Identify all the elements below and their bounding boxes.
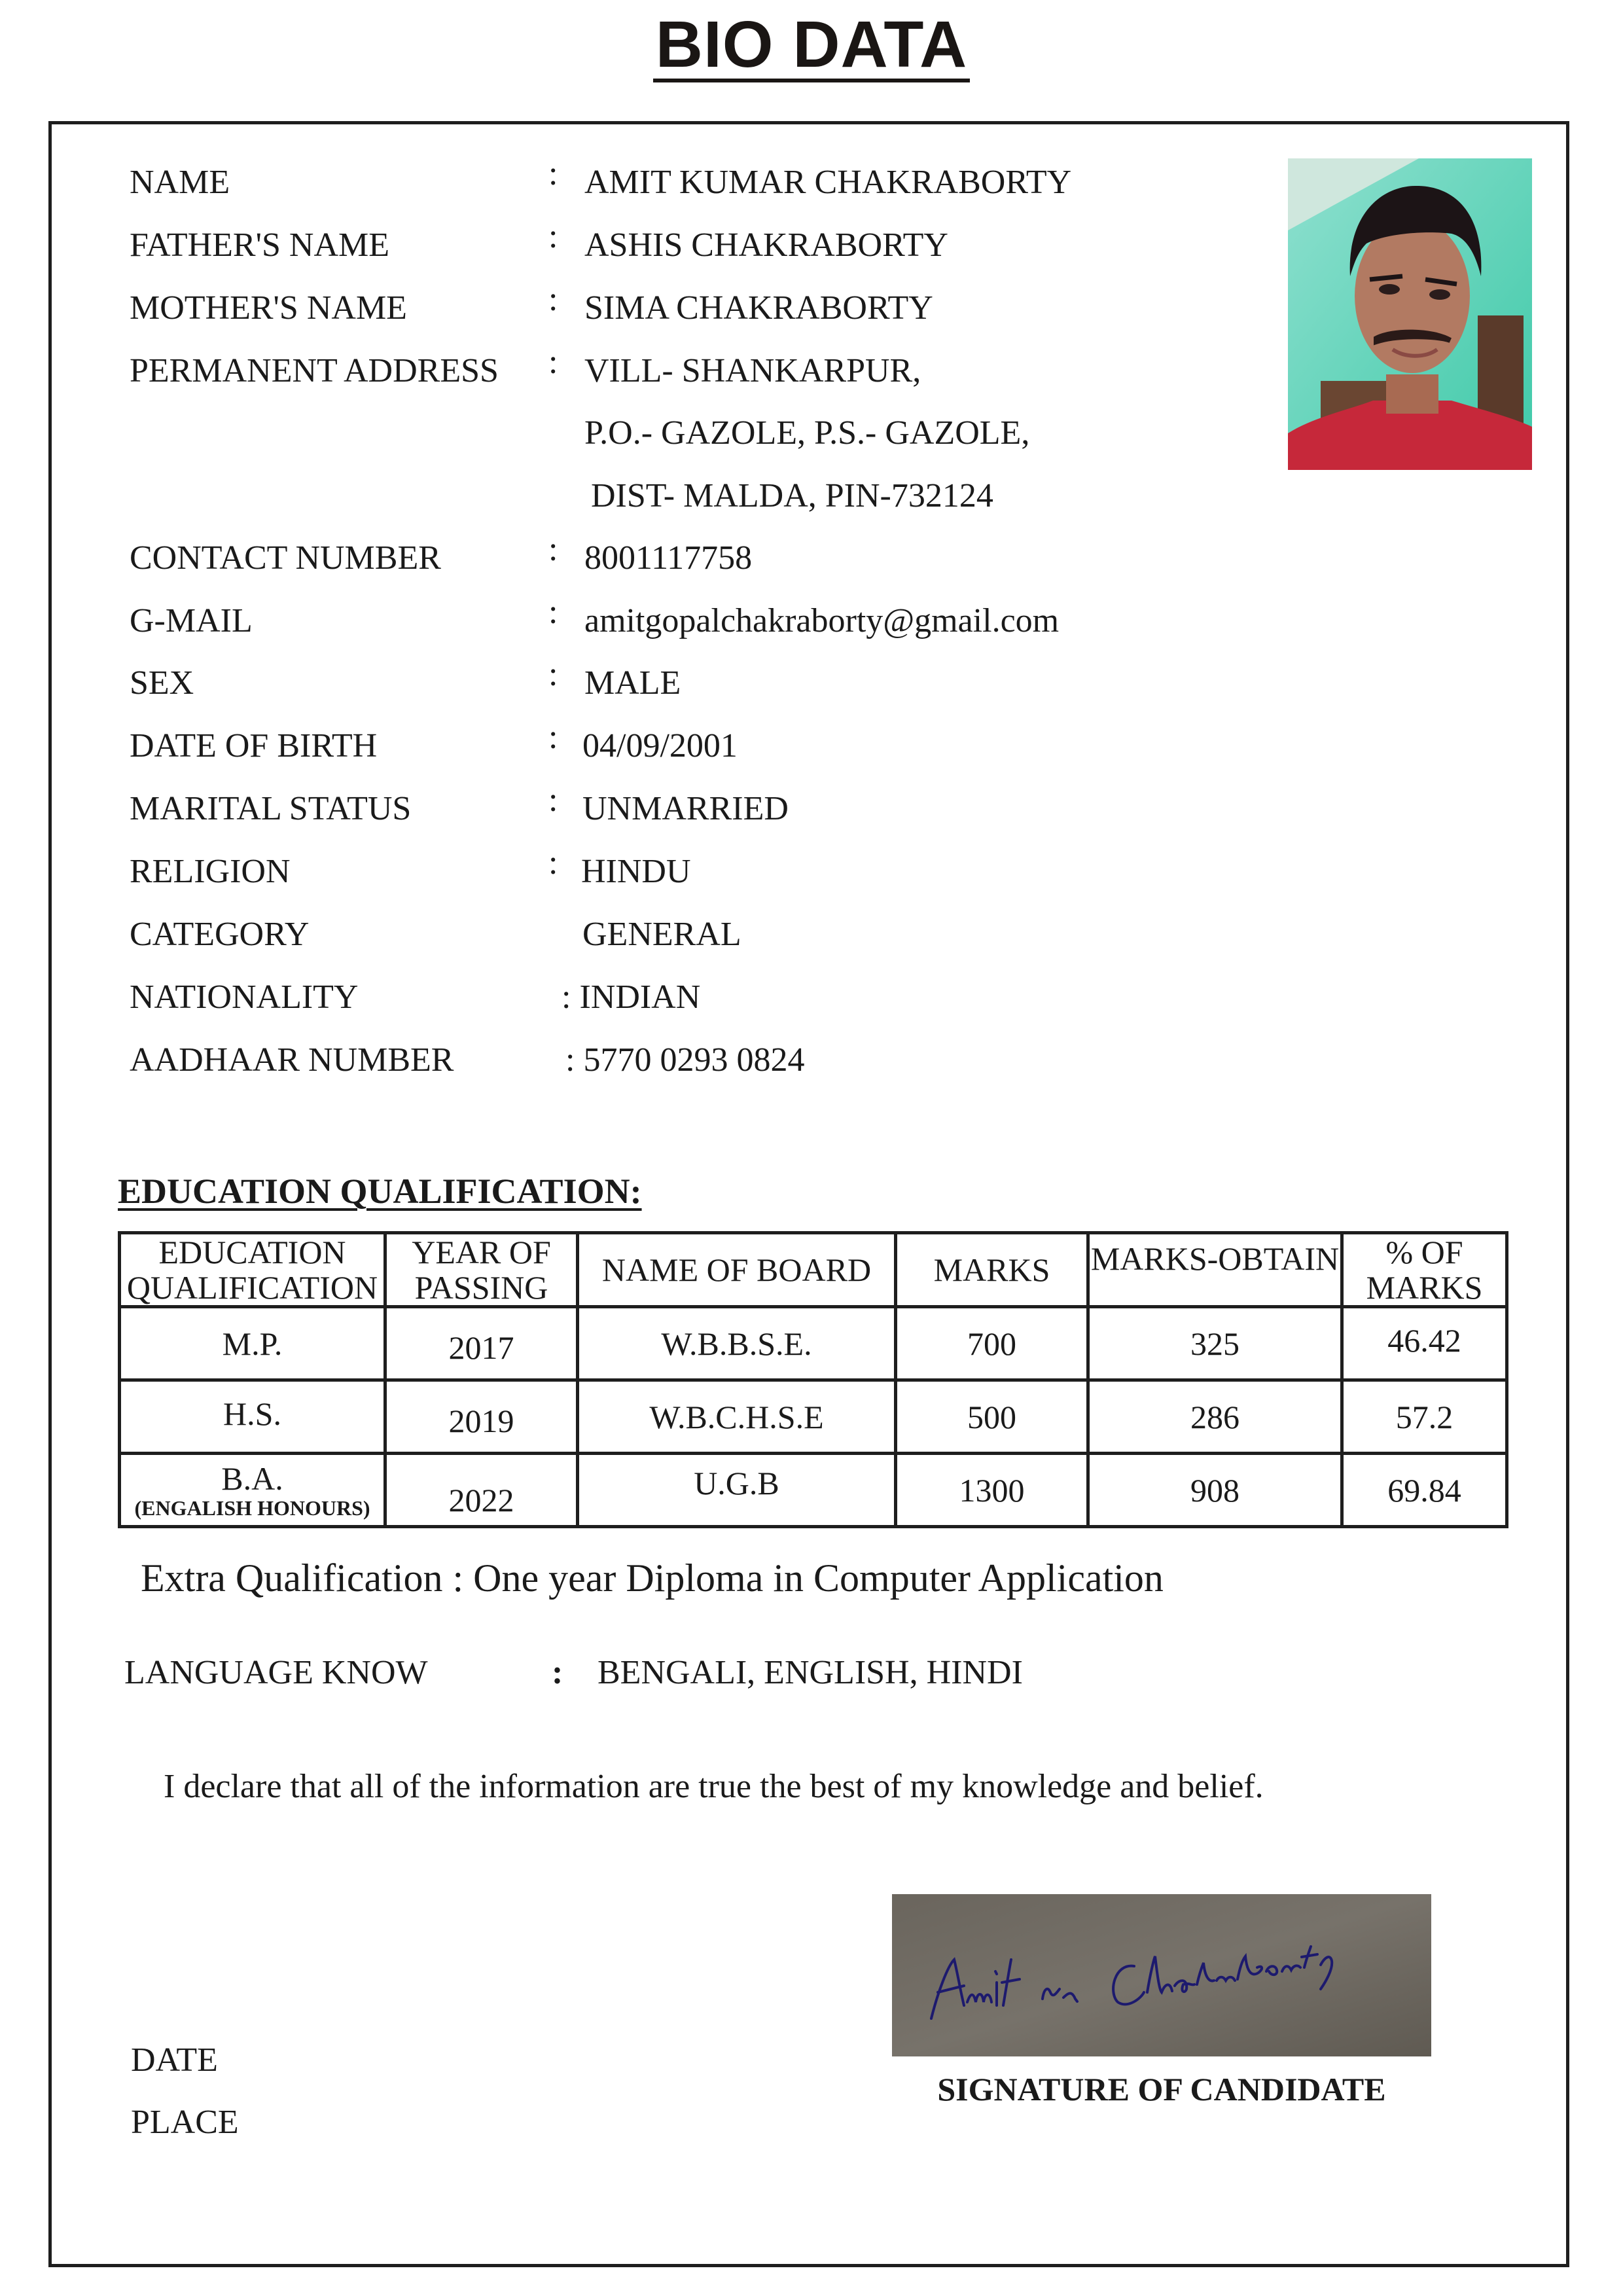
page-title-text: BIO DATA xyxy=(653,12,970,82)
table-row xyxy=(120,1307,1507,1380)
cell-board: W.B.B.S.E. xyxy=(578,1307,896,1380)
field-colon: : xyxy=(548,781,558,819)
field-label-dob: DATE OF BIRTH xyxy=(130,727,378,764)
cell-percent: 69.84 xyxy=(1342,1454,1507,1527)
field-colon: : xyxy=(548,155,558,192)
field-colon: : xyxy=(548,656,558,693)
column-header-marks: MARKS xyxy=(896,1233,1088,1307)
field-label-sex: SEX xyxy=(130,664,194,702)
field-value-religion: HINDU xyxy=(581,853,691,890)
date-label: DATE xyxy=(131,2041,218,2079)
page-title xyxy=(0,8,1623,82)
column-header-marks-obtained: MARKS-OBTAIN xyxy=(1088,1233,1342,1307)
field-value-address-line2: P.O.- GAZOLE, P.S.- GAZOLE, xyxy=(584,414,1030,452)
field-value-aadhaar: : 5770 0293 0824 xyxy=(565,1041,805,1079)
field-colon: : xyxy=(548,719,558,756)
extra-qualification: Extra Qualification : One year Diploma in Computer Application xyxy=(141,1556,1164,1600)
languages-value: BENGALI, ENGLISH, HINDI xyxy=(597,1654,1023,1691)
cell-qualification-main: B.A. xyxy=(221,1460,283,1497)
cell-marks: 700 xyxy=(896,1307,1088,1380)
cell-qualification-sub: (ENGALISH HONOURS) xyxy=(134,1496,370,1520)
field-value-nationality: : INDIAN xyxy=(562,978,701,1016)
field-colon: : xyxy=(548,594,558,631)
field-colon: : xyxy=(548,218,558,255)
cell-qualification xyxy=(120,1454,385,1527)
cell-marks-obtained: 325 xyxy=(1088,1307,1342,1380)
cell-percent: 46.42 xyxy=(1342,1307,1507,1380)
field-value-father-name: ASHIS CHAKRABORTY xyxy=(584,226,948,264)
cell-percent: 57.2 xyxy=(1342,1380,1507,1454)
field-label-marital-status: MARITAL STATUS xyxy=(130,790,412,827)
table-row xyxy=(120,1380,1507,1454)
cell-year: 2019 xyxy=(385,1380,578,1454)
field-colon: : xyxy=(548,344,558,381)
field-value-marital-status: UNMARRIED xyxy=(582,790,789,827)
column-header-year: YEAR OF PASSING xyxy=(385,1233,578,1307)
declaration-text: I declare that all of the information are true the best of my knowledge and belief. xyxy=(164,1768,1264,1805)
field-colon: : xyxy=(548,844,558,882)
cell-marks: 1300 xyxy=(896,1454,1088,1527)
field-label-religion: RELIGION xyxy=(130,853,291,890)
table-header-row xyxy=(120,1233,1507,1307)
column-header-percent: % OF MARKS xyxy=(1342,1233,1507,1307)
cell-qualification: M.P. xyxy=(120,1307,385,1380)
table-row xyxy=(120,1454,1507,1527)
field-label-address: PERMANENT ADDRESS xyxy=(130,352,499,389)
cell-qualification: H.S. xyxy=(120,1380,385,1454)
field-value-contact: 8001117758 xyxy=(584,539,753,577)
field-label-category: CATEGORY xyxy=(130,916,310,953)
education-table xyxy=(118,1231,1508,1528)
field-label-name: NAME xyxy=(130,164,230,201)
signature-image xyxy=(892,1894,1431,2056)
field-label-contact: CONTACT NUMBER xyxy=(130,539,441,577)
languages-label: LANGUAGE KNOW xyxy=(124,1654,428,1691)
field-value-address-line3: DIST- MALDA, PIN-732124 xyxy=(591,477,993,514)
column-header-qualification: EDUCATION QUALIFICATION xyxy=(120,1233,385,1307)
field-value-sex: MALE xyxy=(584,664,681,702)
field-label-aadhaar: AADHAAR NUMBER xyxy=(130,1041,454,1079)
field-value-dob: 04/09/2001 xyxy=(582,727,738,764)
signature-caption: SIGNATURE OF CANDIDATE xyxy=(937,2071,1386,2108)
field-colon: : xyxy=(548,531,558,568)
field-label-mother-name: MOTHER'S NAME xyxy=(130,289,407,327)
portrait-image-icon xyxy=(1288,158,1532,470)
signature-icon xyxy=(892,1894,1431,2056)
column-header-board: NAME OF BOARD xyxy=(578,1233,896,1307)
cell-marks-obtained: 908 xyxy=(1088,1454,1342,1527)
field-colon: : xyxy=(548,281,558,318)
field-value-address-line1: VILL- SHANKARPUR, xyxy=(584,352,921,389)
field-value-gmail: amitgopalchakraborty@gmail.com xyxy=(584,602,1060,639)
field-value-category: GENERAL xyxy=(582,916,741,953)
cell-board: U.G.B xyxy=(578,1454,896,1527)
languages-colon: : xyxy=(552,1654,563,1691)
cell-marks: 500 xyxy=(896,1380,1088,1454)
cell-year: 2022 xyxy=(385,1454,578,1527)
place-label: PLACE xyxy=(131,2104,239,2141)
field-label-father-name: FATHER'S NAME xyxy=(130,226,390,264)
candidate-photo xyxy=(1288,158,1532,470)
cell-marks-obtained: 286 xyxy=(1088,1380,1342,1454)
field-value-name: AMIT KUMAR CHAKRABORTY xyxy=(584,164,1072,201)
education-heading: EDUCATION QUALIFICATION: xyxy=(118,1172,642,1211)
field-label-gmail: G-MAIL xyxy=(130,602,253,639)
cell-board: W.B.C.H.S.E xyxy=(578,1380,896,1454)
field-label-nationality: NATIONALITY xyxy=(130,978,359,1016)
cell-year: 2017 xyxy=(385,1307,578,1380)
field-value-mother-name: SIMA CHAKRABORTY xyxy=(584,289,933,327)
